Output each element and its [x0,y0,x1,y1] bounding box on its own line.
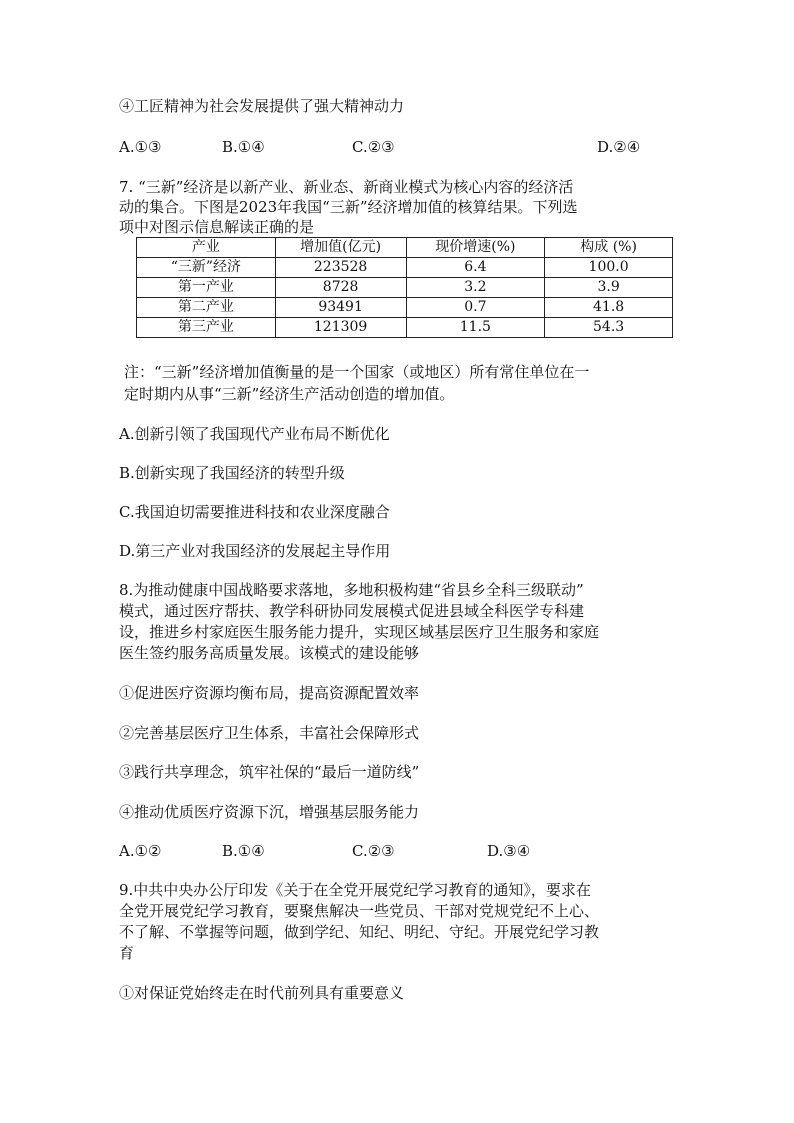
q6-option-d: D.②④ [597,138,641,156]
cell-composition: 100.0 [545,258,673,278]
q8-stem-line-2: 模式，通过医疗帮扶、教学科研协同发展模式促进县域全科医学专科建 [119,602,585,620]
table-row [137,278,673,298]
header-growth-rate: 现价增速(%) [406,238,545,258]
cell-industry: 第二产业 [137,298,276,318]
q9-item-1: ①对保证党始终走在时代前列具有重要意义 [119,984,405,1002]
q7-option-c: C.我国迫切需要推进科技和农业深度融合 [119,503,390,521]
q8-option-d: D.③④ [487,842,531,860]
cell-industry: 第一产业 [137,278,276,298]
table-row [137,318,673,338]
q8-stem-line-4: 医生签约服务高质量发展。该模式的建设能够 [119,644,420,662]
q8-option-a: A.①② [119,842,162,860]
q8-stem-line-1: 8.为推动健康中国战略要求落地，多地积极构建“省县乡全科三级联动” [119,581,584,599]
cell-composition: 54.3 [545,318,673,338]
q8-item-2: ②完善基层医疗卫生体系，丰富社会保障形式 [119,724,420,742]
cell-growth-rate: 3.2 [406,278,545,298]
q8-stem-line-3: 设，推进乡村家庭医生服务能力提升，实现区域基层医疗卫生服务和家庭 [119,623,600,641]
cell-composition: 3.9 [545,278,673,298]
table-row [137,258,673,278]
q9-stem-line-4: 育 [119,944,135,962]
q8-item-1: ①促进医疗资源均衡布局，提高资源配置效率 [119,684,420,702]
q9-stem-line-3: 不了解、不掌握等问题，做到学纪、知纪、明纪、守纪。开展党纪学习教 [119,923,600,941]
q6-item-4: ④工匠精神为社会发展提供了强大精神动力 [119,97,405,115]
cell-added-value: 93491 [275,298,406,318]
cell-growth-rate: 11.5 [406,318,545,338]
q7-data-table [136,237,673,338]
cell-added-value: 8728 [275,278,406,298]
q6-option-c: C.②③ [352,138,395,156]
q7-stem-line-3: 项中对图示信息解读正确的是 [119,218,315,236]
header-industry: 产业 [137,238,276,258]
q9-stem-line-1: 9.中共中央办公厅印发《关于在全党开展党纪学习教育的通知》，要求在 [119,881,591,899]
header-added-value: 增加值(亿元) [275,238,406,258]
cell-industry: “三新”经济 [137,258,276,278]
q7-stem-line-1: 7. “三新”经济是以新产业、新业态、新商业模式为核心内容的经济活 [119,178,574,196]
q7-option-a: A.创新引领了我国现代产业布局不断优化 [119,425,390,443]
q8-option-b: B.①④ [222,842,265,860]
q8-option-c: C.②③ [352,842,395,860]
q6-option-b: B.①④ [222,138,265,156]
q7-note-line-2: 定时期内从事“三新”经济生产活动创造的增加值。 [124,385,455,403]
cell-growth-rate: 0.7 [406,298,545,318]
q7-note-line-1: 注：“三新”经济增加值衡量的是一个国家（或地区）所有常住单位在一 [124,363,590,381]
cell-industry: 第三产业 [137,318,276,338]
table-header-row [137,238,673,258]
q7-option-b: B.创新实现了我国经济的转型升级 [119,464,345,482]
q8-item-4: ④推动优质医疗资源下沉，增强基层服务能力 [119,803,420,821]
cell-added-value: 121309 [275,318,406,338]
header-composition: 构成 (%) [545,238,673,258]
q6-option-a: A.①③ [119,138,162,156]
table-row [137,298,673,318]
cell-added-value: 223528 [275,258,406,278]
q8-item-3: ③践行共享理念，筑牢社保的“最后一道防线” [119,763,420,781]
cell-growth-rate: 6.4 [406,258,545,278]
cell-composition: 41.8 [545,298,673,318]
q7-option-d: D.第三产业对我国经济的发展起主导作用 [119,542,391,560]
q9-stem-line-2: 全党开展党纪学习教育，要聚焦解决一些党员、干部对党规党纪不上心、 [119,902,600,920]
q7-stem-line-2: 动的集合。下图是2023年我国“三新”经济增加值的核算结果。下列选 [119,198,578,216]
